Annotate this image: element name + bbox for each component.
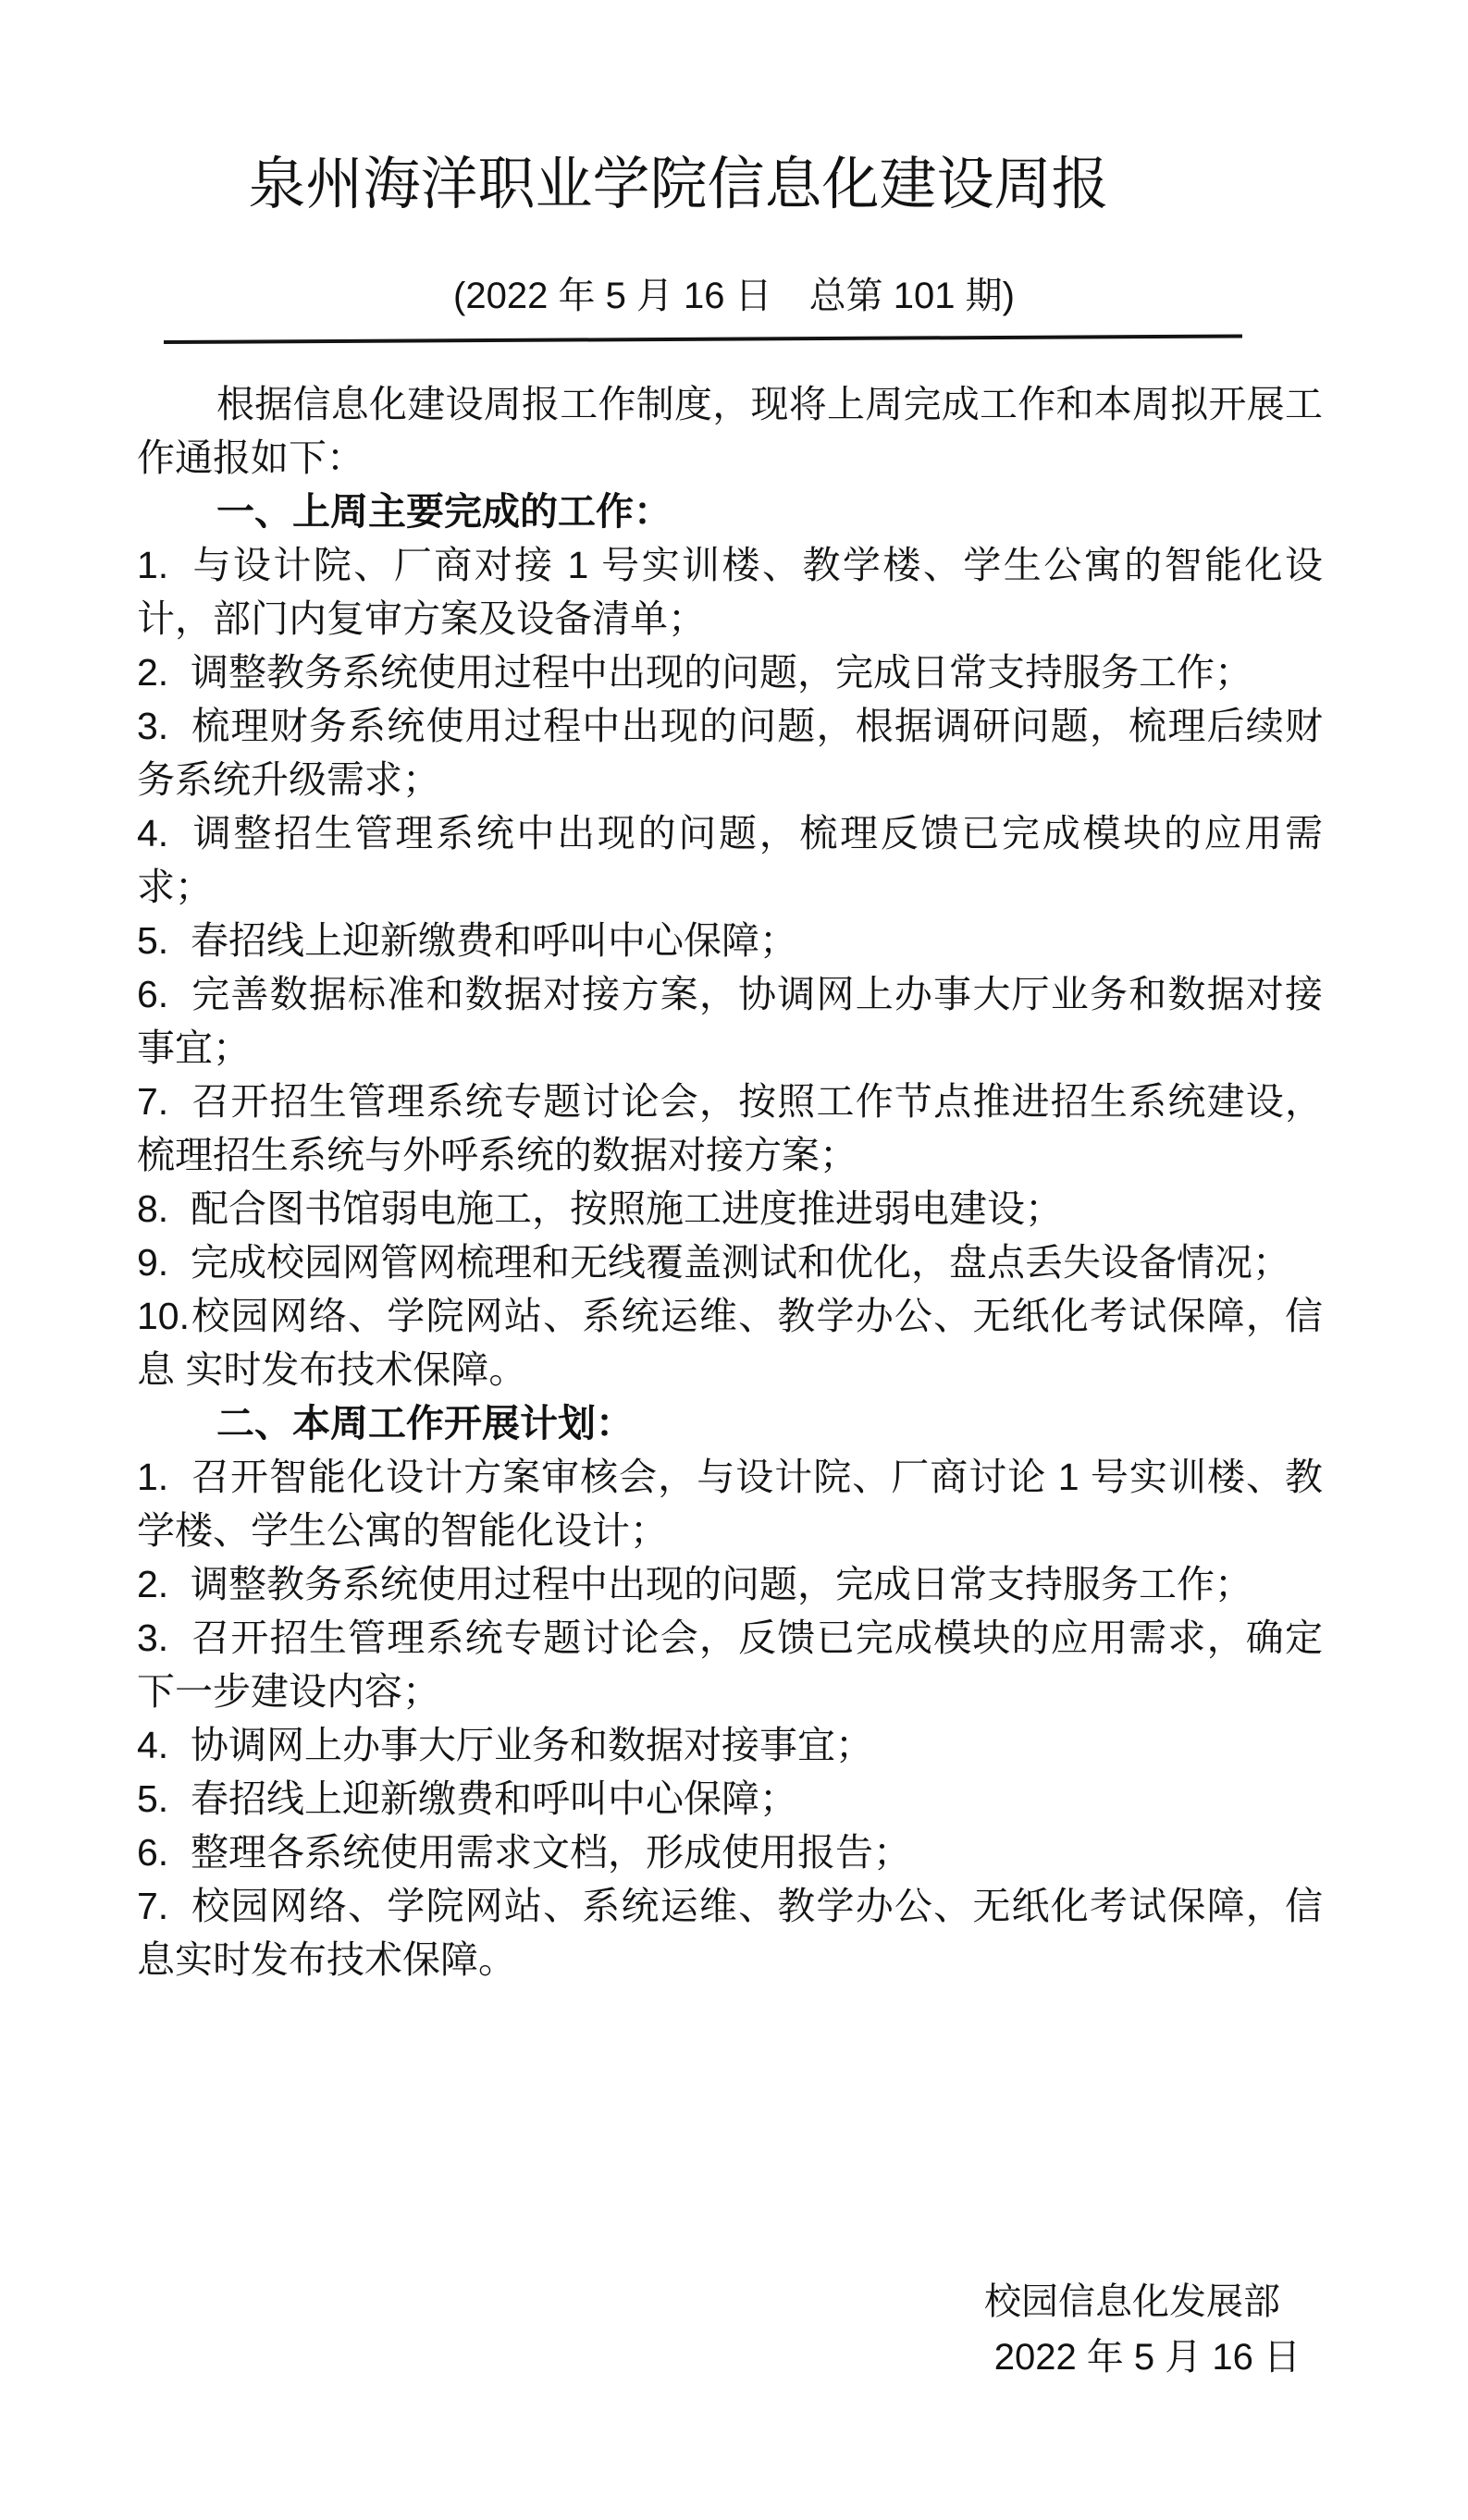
item-number: 3. <box>137 1616 169 1659</box>
item-number: 5. <box>137 1777 169 1820</box>
item-number: 6. <box>137 1831 169 1874</box>
list-item <box>137 1611 1323 1718</box>
list-item <box>137 645 1323 699</box>
item-number: 9. <box>137 1241 169 1284</box>
item-text: 召开招生管理系统专题讨论会，反馈已完成模块的应用需求，确定下一步建设内容； <box>137 1616 1323 1713</box>
item-text: 完善数据标准和数据对接方案，协调网上办事大厅业务和数据对接事宜； <box>137 973 1323 1069</box>
item-text: 春招线上迎新缴费和呼叫中心保障； <box>191 1777 797 1820</box>
list-item <box>137 1772 1323 1825</box>
date-line: 2022 年 5 月 16 日 <box>993 2337 1301 2378</box>
item-text: 召开智能化设计方案审核会，与设计院、厂商讨论 1 号实训楼、教学楼、学生公寓的智能化设计； <box>137 1456 1323 1552</box>
item-text: 配合图书馆弱电施工，按照施工进度推进弱电建设； <box>191 1187 1063 1230</box>
item-number: 4. <box>137 1724 169 1766</box>
item-number: 10. <box>137 1295 190 1337</box>
item-text: 调整教务系统使用过程中出现的问题，完成日常支持服务工作； <box>191 1563 1252 1605</box>
item-text: 春招线上迎新缴费和呼叫中心保障； <box>191 919 797 962</box>
section-heading-this-week: 二、本周工作开展计划： <box>216 1402 634 1444</box>
document-footer <box>137 2274 1323 2385</box>
divider-rule <box>164 334 1242 343</box>
list-item <box>137 538 1323 645</box>
signature: 校园信息化发展部 <box>984 2281 1280 2322</box>
list-item <box>137 1289 1323 1396</box>
list-item <box>137 806 1323 914</box>
list-item <box>137 1557 1323 1611</box>
item-number: 7. <box>137 1885 169 1927</box>
page-title: 泉州海洋职业学院信息化建设周报 <box>248 153 1109 216</box>
item-text: 召开招生管理系统专题讨论会，按照工作节点推进招生系统建设，梳理招生系统与外呼系统的数据对接方案； <box>137 1080 1323 1176</box>
item-text: 校园网络、学院网站、系统运维、教学办公、无纸化考试保障，信息实时发布技术保障。 <box>137 1885 1323 1981</box>
list-item <box>137 1075 1323 1182</box>
issue-line: (2022 年 5 月 16 日 总第 101 期) <box>453 276 1015 316</box>
list-item <box>137 1182 1323 1235</box>
item-number: 3. <box>137 705 169 747</box>
item-number: 4. <box>137 812 169 854</box>
item-text: 校园网络、学院网站、系统运维、教学办公、无纸化考试保障，信息 实时发布技术保障。 <box>137 1295 1323 1391</box>
list-item <box>137 1450 1323 1557</box>
list-item <box>137 1718 1323 1772</box>
item-text: 梳理财务系统使用过程中出现的问题，根据调研问题，梳理后续财务系统升级需求； <box>137 705 1323 801</box>
item-text: 完成校园网管网梳理和无线覆盖测试和优化，盘点丢失设备情况； <box>191 1241 1290 1284</box>
list-item <box>137 914 1323 967</box>
item-text: 调整招生管理系统中出现的问题，梳理反馈已完成模块的应用需求； <box>137 812 1323 908</box>
item-number: 1. <box>137 1456 169 1498</box>
list-item <box>137 1879 1323 1986</box>
list-item <box>137 967 1323 1075</box>
item-text: 调整教务系统使用过程中出现的问题，完成日常支持服务工作； <box>191 651 1252 694</box>
list-item <box>137 1235 1323 1289</box>
item-text: 与设计院、厂商对接 1 号实训楼、教学楼、学生公寓的智能化设计，部门内复审方案及设备清单； <box>137 544 1323 640</box>
list-item <box>137 699 1323 806</box>
item-number: 2. <box>137 651 169 694</box>
section-heading-last-week: 一、上周主要完成的工作： <box>216 490 672 533</box>
item-text: 协调网上办事大厅业务和数据对接事宜； <box>191 1724 873 1766</box>
document-body <box>137 377 1323 1986</box>
item-number: 8. <box>137 1187 169 1230</box>
intro-paragraph: 根据信息化建设周报工作制度，现将上周完成工作和本周拟开展工作通报如下： <box>137 383 1323 479</box>
item-number: 7. <box>137 1080 169 1123</box>
item-number: 5. <box>137 919 169 962</box>
item-number: 2. <box>137 1563 169 1605</box>
item-text: 整理各系统使用需求文档，形成使用报告； <box>191 1831 911 1874</box>
item-number: 1. <box>137 544 169 586</box>
list-item <box>137 1825 1323 1879</box>
item-number: 6. <box>137 973 169 1015</box>
